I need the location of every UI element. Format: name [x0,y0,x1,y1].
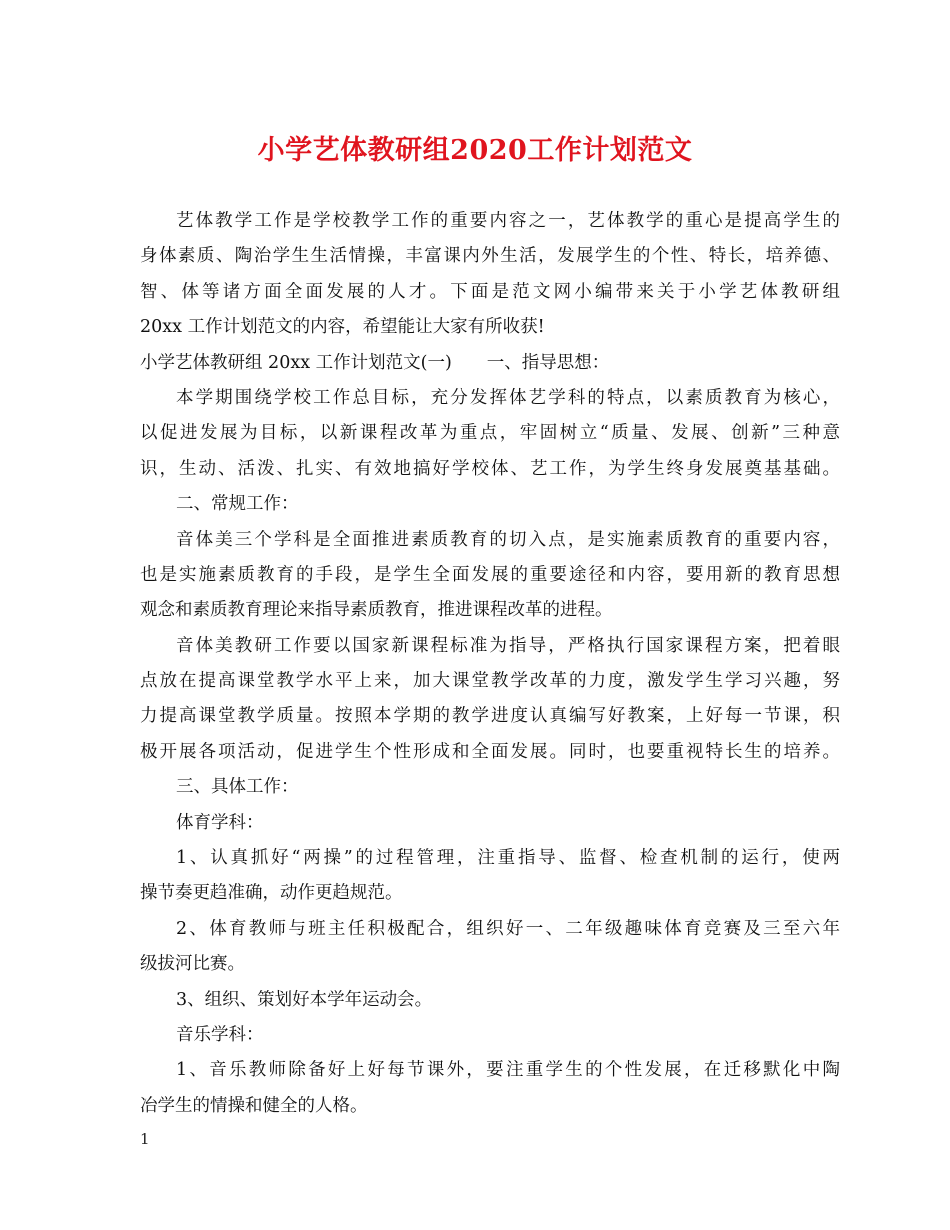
list-item-line: 3、组织、策划好本学年运动会。 [176,989,433,1010]
paragraph-line: 观念和素质教育理论来指导素质教育，推进课程改革的进程。 [140,600,613,621]
paragraph-line: 身体素质、陶治学生生活情操，丰富课内外生活，发展学生的个性、特长，培养德、 [140,246,840,267]
paragraph-line: 音体美三个学科是全面推进素质教育的切入点，是实施素质教育的重要内容， [176,529,840,550]
list-item-line: 2、体育教师与班主任积极配合，组织好一、二年级趣味体育竞赛及三至六年 [176,918,840,939]
section-heading: 二、常规工作： [176,494,299,515]
paragraph-line: 点放在提高课堂教学水平上来，加大课堂教学改革的力度，激发学生学习兴趣，努 [140,671,840,692]
document-title: 小学艺体教研组2020工作计划范文 [257,135,693,166]
paragraph-line: 以促进发展为目标，以新课程改革为重点，牢固树立“质量、发展、创新”三种意 [140,423,840,444]
section-heading: 三、具体工作： [176,777,299,798]
list-item-line: 冶学生的情操和健全的人格。 [140,1095,368,1116]
paragraph-line: 识，生动、活泼、扎实、有效地搞好学校体、艺工作，为学生终身发展奠基基础。 [140,458,840,479]
document-body [140,204,840,1124]
paragraph-line: 本学期围绕学校工作总目标，充分发挥体艺学科的特点，以素质教育为核心， [176,387,840,408]
section-heading-line: 小学艺体教研组 20xx 工作计划范文(一) 一、指导思想： [140,352,610,373]
paragraph-line: 智、体等诸方面全面发展的人才。下面是范文网小编带来关于小学艺体教研组 [140,281,840,302]
list-item-line: 1、音乐教师除备好上好每节课外，要注重学生的个性发展，在迁移默化中陶 [176,1060,840,1081]
paragraph-line: 音体美教研工作要以国家新课程标准为指导，严格执行国家课程方案，把着眼 [176,635,840,656]
page-number: 1 [140,1130,150,1148]
paragraph-line: 20xx 工作计划范文的内容，希望能让大家有所收获! [140,317,545,338]
paragraph-line: 极开展各项活动，促进学生个性形成和全面发展。同时，也要重视特长生的培养。 [140,741,840,762]
list-item-line: 1、认真抓好“两操”的过程管理，注重指导、监督、检查机制的运行，使两 [176,848,840,869]
list-item-line: 操节奏更趋准确，动作更趋规范。 [140,883,403,904]
paragraph-line: 也是实施素质教育的手段，是学生全面发展的重要途径和内容，要用新的教育思想 [140,564,840,585]
paragraph-line: 力提高课堂教学质量。按照本学期的教学进度认真编写好教案，上好每一节课，积 [140,706,840,727]
subsection-heading: 音乐学科： [176,1024,264,1045]
subsection-heading: 体育学科： [176,812,264,833]
paragraph-line: 艺体教学工作是学校教学工作的重要内容之一，艺体教学的重心是提高学生的 [176,211,840,231]
list-item-line: 级拔河比赛。 [140,954,245,975]
